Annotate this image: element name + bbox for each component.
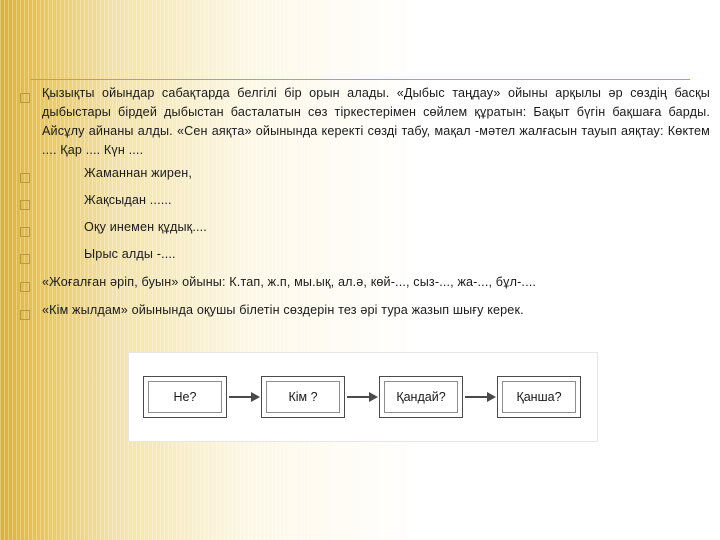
question-words-flow <box>143 367 583 427</box>
arrow-right-icon <box>227 392 261 402</box>
arrow-right-icon <box>345 392 379 402</box>
list-item <box>20 164 710 188</box>
proverb-3: Оқу инемен құдық.... <box>84 219 207 234</box>
bullet-marker <box>20 164 42 188</box>
paragraph-main: Қызықты ойындар сабақтарда белгілі бір орын алады. «Дыбыс таңдау» ойыны арқылы әр сөздің басқы дыбыстары бірдей дыбыстан басталатын сөз тіркестерімен сөйлем құратын: Бақыт бүгін бақшаға барды. Айсұлу айнаны алды. «Сен аяқта» ойынында керекті сөзді табу, мақал -мәтел жалғасын тауып аяқтау: Көктем .... Қар .... Күн .... <box>42 86 710 158</box>
diagram-node-2 <box>261 376 345 418</box>
diagram-node-4 <box>497 376 581 418</box>
bullet-marker <box>20 273 42 297</box>
list-item <box>20 84 710 161</box>
slide-body <box>20 84 710 328</box>
diagram-node-label: Қанша? <box>516 390 562 404</box>
bullet-marker <box>20 191 42 215</box>
diagram-node-label: Кім ? <box>288 390 318 404</box>
list-item <box>20 273 710 297</box>
game-lost-sound: «Жоғалған әріп, буын» ойыны: К.тап, ж.п, мы.ық, ал.ә, көй-..., сыз-..., жа-..., бұл-.... <box>42 274 537 289</box>
bullet-marker <box>20 218 42 242</box>
bullet-marker <box>20 84 42 108</box>
list-item <box>20 245 710 269</box>
diagram-node-3 <box>379 376 463 418</box>
list-item <box>20 191 710 215</box>
proverb-4: Ырыс алды -.... <box>84 246 176 261</box>
diagram-node-label: Қандай? <box>396 390 446 404</box>
title-divider <box>30 79 690 80</box>
diagram-node-label: Не? <box>173 390 197 404</box>
proverb-1: Жаманнан жирен, <box>84 165 192 180</box>
bullet-marker <box>20 301 42 325</box>
bullet-marker <box>20 245 42 269</box>
game-who-is-fast: «Кім жылдам» ойынында оқушы білетін сөздерін тез әрі тура жазып шығу керек. <box>42 302 524 317</box>
arrow-right-icon <box>463 392 497 402</box>
diagram-node-1 <box>143 376 227 418</box>
proverb-2: Жақсыдан ...... <box>84 192 172 207</box>
list-item <box>20 301 710 325</box>
list-item <box>20 218 710 242</box>
diagram-panel <box>128 352 598 442</box>
